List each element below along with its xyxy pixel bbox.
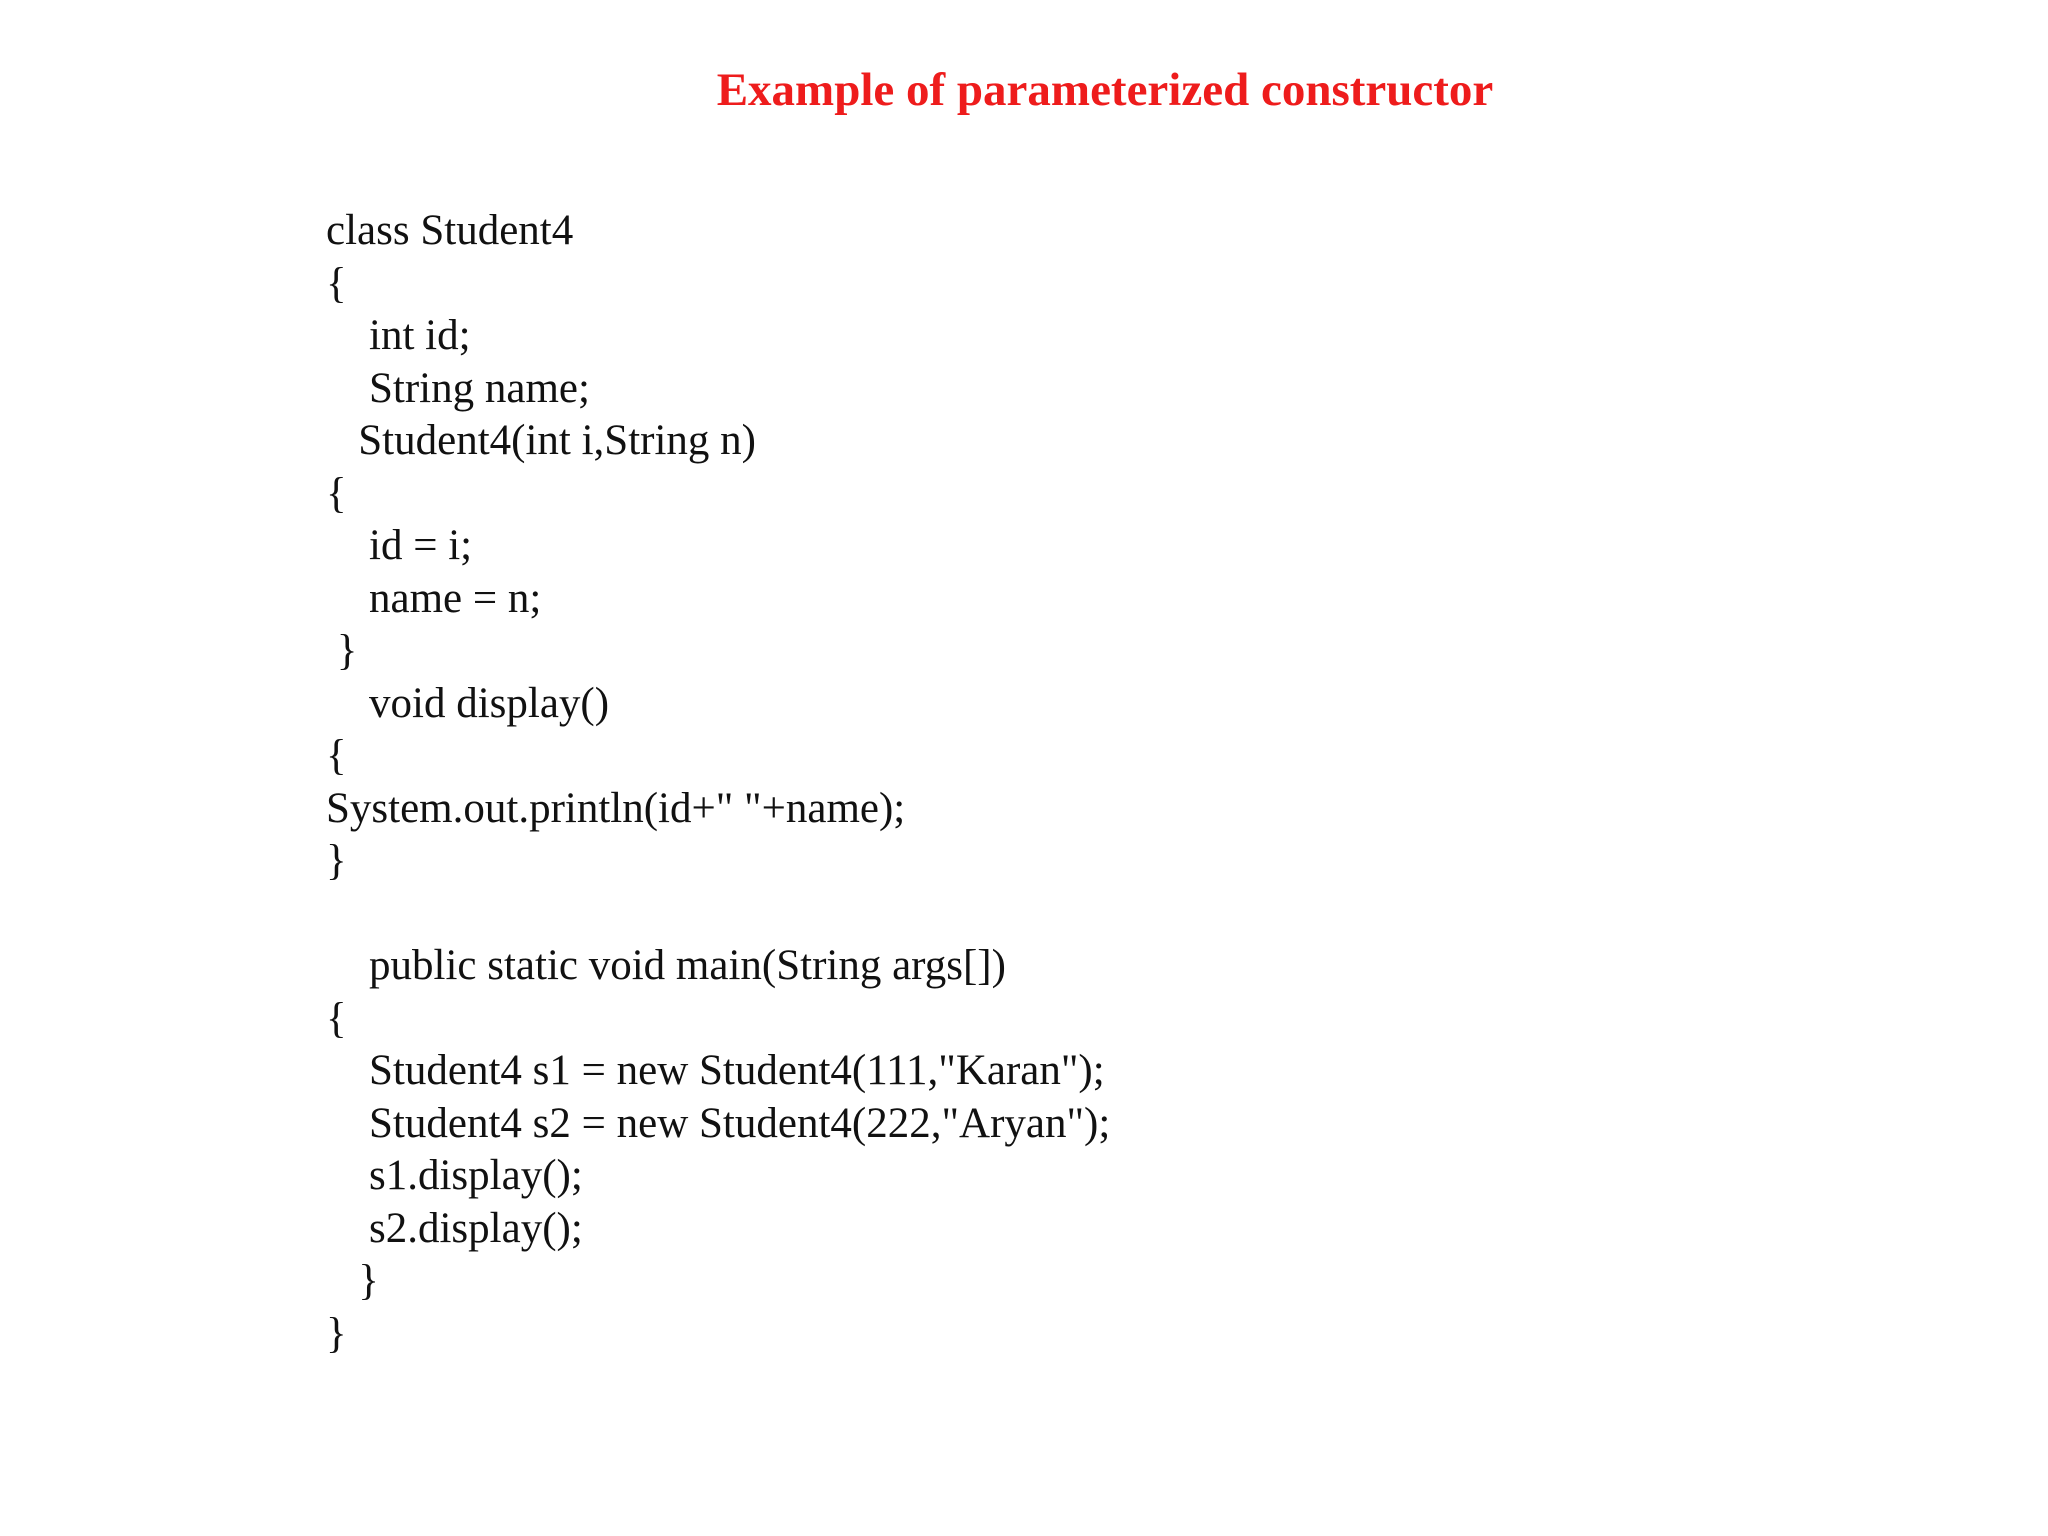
code-block [326, 205, 1110, 1360]
code-line [326, 888, 1110, 941]
code-line: } [326, 1257, 379, 1304]
code-line: Student4(int i,String n) [326, 417, 756, 464]
slide-title: Example of parameterized constructor [716, 64, 1494, 116]
code-line: } [326, 627, 358, 674]
code-line: { [326, 259, 347, 307]
code-line: { [326, 994, 347, 1042]
code-line: Student4 s1 = new Student4(111,"Karan"); [326, 1047, 1105, 1094]
code-line: } [326, 837, 347, 884]
code-line: name = n; [326, 574, 542, 622]
code-line: int id; [326, 312, 471, 359]
code-line: { [326, 732, 347, 779]
code-line: Student4 s2 = new Student4(222,"Aryan"); [326, 1099, 1111, 1147]
code-line: s2.display(); [326, 1204, 583, 1252]
code-line: class Student4 [326, 207, 574, 254]
code-line: { [326, 469, 347, 517]
code-line: } [326, 1309, 347, 1357]
code-line: System.out.println(id+" "+name); [326, 784, 906, 832]
code-line: public static void main(String args[]) [326, 942, 1006, 989]
code-line: id = i; [326, 522, 473, 569]
code-line: String name; [326, 364, 590, 412]
code-line: s1.display(); [326, 1152, 583, 1199]
code-line: void display() [326, 679, 610, 727]
